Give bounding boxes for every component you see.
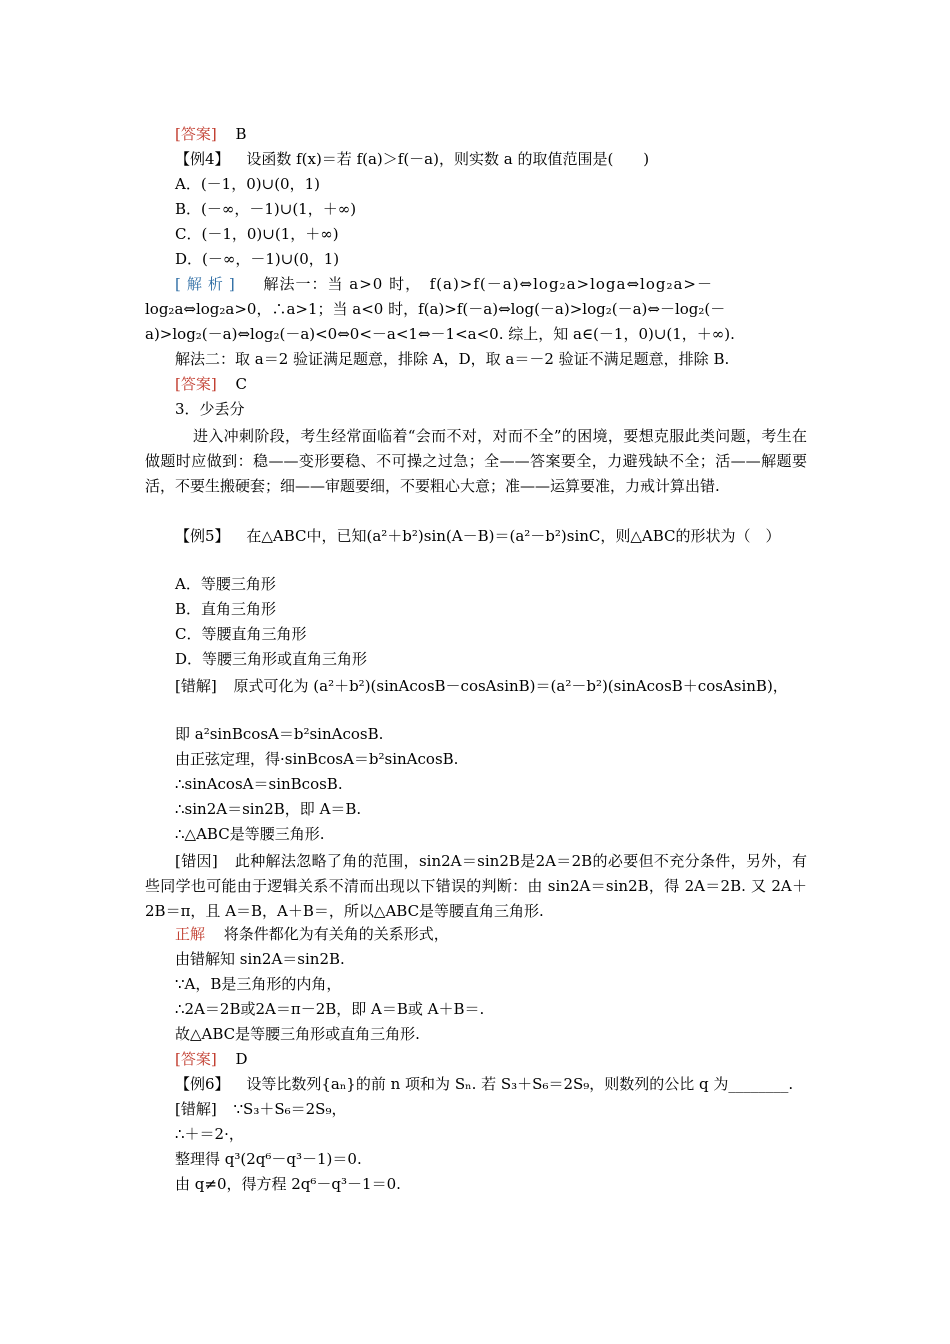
section-paragraph: 进入冲刺阶段，考生经常面临着“会而不对，对而不全”的困境，要想克服此类问题，考生在做题时应做到：稳——变形要稳、不可操之过急；全——答案要全，力避残缺不全；活——解题要活，不要生搬硬套；细——审题要细，不要粗心大意；准——运算要准，力戒计算出错. [145,427,807,495]
answer-label: [答案] [175,1050,217,1068]
analysis-line-3: a)>log₂(－a)⇔log₂(－a)<0⇔0<－a<1⇔－1<a<0. 综上，知 a∈(－1，0)∪(1，＋∞). [145,325,735,343]
example-heading: 【例6】 [175,1075,230,1093]
wrong-step: ∴＋＝2·， [175,1125,244,1143]
correct-label: 正解 [175,925,206,943]
wrong-step: 由正弦定理，得·sinBcosA＝b²sinAcosB. [175,750,459,768]
wrong-step: ∴sin2A＝sin2B，即 A＝B. [175,800,362,818]
analysis-text: 解法一：当 a>0 时， f(a)>f(－a)⇔log₂a>loga⇔log₂a>－ [263,275,713,293]
question-text: 在△ABC中，已知(a²＋b²)sin(A－B)＝(a²－b²)sinC，则△ABC的形状为（ ） [246,527,781,545]
wrong-solution [145,674,807,699]
example-4-question [175,149,649,169]
wrong-solution [175,1099,346,1119]
wrong-step: 即 a²sinBcosA＝b²sinAcosB. [175,725,384,743]
correct-step: 故△ABC是等腰三角形或直角三角形. [175,1025,420,1043]
example-heading: 【例5】 [175,527,230,545]
correct-step: 由错解知 sin2A＝sin2B. [175,950,345,968]
option-c: C．等腰直角三角形 [175,625,307,643]
correct-step: ∵A，B是三角形的内角， [175,975,342,993]
answer-d [175,1049,248,1069]
analysis-line-2: log₂a⇔log₂a>0，∴a>1；当 a<0 时，f(a)>f(－a)⇔log(－a)>log₂(－a)⇔－log₂(－ [145,300,726,318]
option-a: A．(－1，0)∪(0，1) [175,175,320,193]
option-d: D．(－∞，－1)∪(0，1) [175,250,340,268]
wrong-step: 由 q≠0，得方程 2q⁶－q³－1＝0. [175,1175,401,1193]
section-title: 3．少丢分 [175,400,245,418]
wrong-text: ∵S₃＋S₆＝2S₉， [233,1100,347,1118]
wrong-step: ∴△ABC是等腰三角形. [175,825,325,843]
option-a: A．等腰三角形 [175,575,276,593]
analysis-line-1 [175,274,713,294]
example-heading: 【例4】 [175,150,230,168]
question-text: 设函数 f(x)＝若 f(a)＞f(－a)，则实数 a 的取值范围是( ) [246,150,650,168]
cause-text: 此种解法忽略了角的范围，sin2A＝sin2B是2A＝2B的必要但不充分条件，另外，有些同学也可能由于逻辑关系不清而出现以下错误的判断：由 sin2A＝sin2B，得 2A＝2B. 又 2A＋2B＝π，且 A＝B，A＋B＝，所以△ABC是等腰直角三角形. [145,852,807,920]
answer-value: B [235,125,247,143]
answer-value: C [235,375,247,393]
wrong-step: 整理得 q³(2q⁶－q³－1)＝0. [175,1150,362,1168]
answer-label: [答案] [175,125,217,143]
wrong-label: [错解] [175,1100,217,1118]
answer-c [175,374,247,394]
error-cause [145,849,807,924]
option-b: B．(－∞，－1)∪(1，＋∞) [175,200,357,218]
option-d: D．等腰三角形或直角三角形 [175,650,368,668]
method-two: 解法二：取 a＝2 验证满足题意，排除 A，D，取 a＝－2 验证不满足题意，排除 B. [175,350,730,368]
wrong-label: [错解] [175,677,217,695]
option-b: B．直角三角形 [175,600,277,618]
question-text: 设等比数列{aₙ}的前 n 项和为 Sₙ. 若 S₃＋S₆＝2S₉，则数列的公比 q 为________. [246,1075,794,1093]
option-c: C．(－1，0)∪(1，＋∞) [175,225,339,243]
answer-value: D [235,1050,248,1068]
example-6-question [175,1074,793,1094]
cause-label: [错因] [175,852,218,870]
prev-answer [175,124,247,144]
wrong-step: ∴sinAcosA＝sinBcosB. [175,775,343,793]
wrong-text: 原式可化为 (a²＋b²)(sinAcosB－cosAsinB)＝(a²－b²)(sinAcosB＋cosAsinB)， [233,677,788,695]
correct-text: 将条件都化为有关角的关系形式， [223,925,449,943]
analysis-label: [解析] [175,275,241,293]
correct-solution [175,924,449,944]
correct-step: ∴2A＝2B或2A＝π－2B，即 A＝B或 A＋B＝. [175,1000,485,1018]
answer-label: [答案] [175,375,217,393]
example-5-question [145,524,807,549]
